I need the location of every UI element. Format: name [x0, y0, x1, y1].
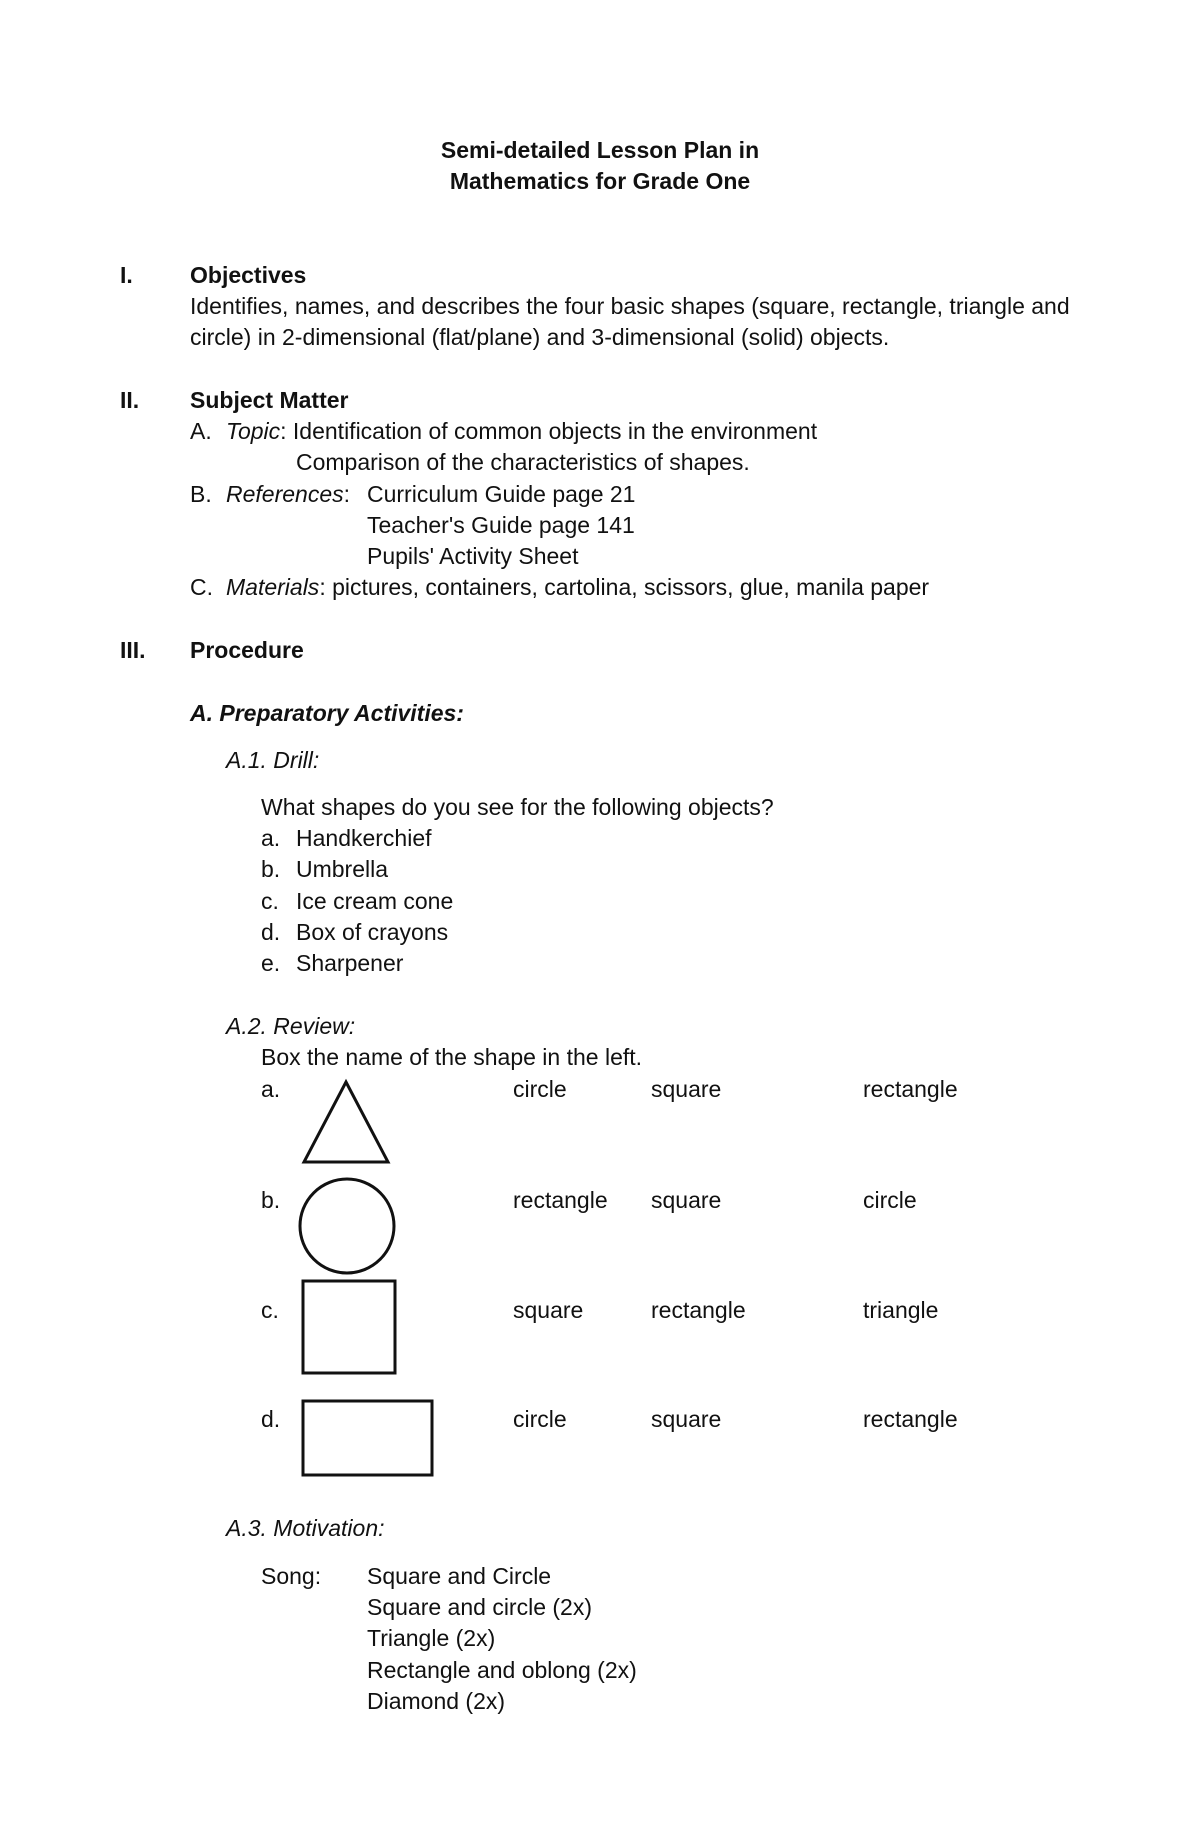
topic-line-2: Comparison of the characteristics of shapes.	[296, 449, 750, 475]
references-label: References	[226, 481, 344, 507]
review-choice: rectangle	[863, 1076, 958, 1102]
topic-label: Topic	[226, 418, 281, 444]
references-label-row	[226, 479, 350, 510]
song-line: Triangle (2x)	[367, 1625, 496, 1651]
reference-item: Teacher's Guide page 141	[367, 512, 635, 538]
review-heading: A.2. Review:	[226, 1013, 356, 1039]
song-line: Diamond (2x)	[367, 1688, 506, 1714]
references-colon: :	[343, 481, 351, 507]
topic-row	[226, 416, 817, 447]
subject-matter-numeral: II.	[120, 387, 140, 413]
review-item-letter: c.	[261, 1297, 279, 1323]
drill-item-letter: b.	[261, 856, 281, 882]
materials-letter: C.	[190, 574, 213, 600]
song-line: Square and Circle	[367, 1563, 552, 1589]
review-choice: rectangle	[651, 1297, 746, 1323]
materials-label: Materials	[226, 574, 320, 600]
title-line-1: Semi-detailed Lesson Plan in	[440, 137, 760, 163]
review-choice: square	[651, 1076, 722, 1102]
procedure-heading: Procedure	[190, 637, 304, 663]
rectangle-shape	[300, 1398, 436, 1478]
drill-item-letter: a.	[261, 825, 281, 851]
objectives-line-1: Identifies, names, and describes the four basic shapes (square, rectangle, triangle and	[190, 293, 1070, 319]
review-choice: square	[651, 1187, 722, 1213]
references-letter: B.	[190, 481, 212, 507]
drill-item-text: Sharpener	[296, 950, 404, 976]
drill-item-text: Handkerchief	[296, 825, 432, 851]
review-item-letter: d.	[261, 1406, 281, 1432]
reference-item: Pupils' Activity Sheet	[367, 543, 579, 569]
review-instruction: Box the name of the shape in the left.	[261, 1044, 643, 1070]
review-choice: rectangle	[513, 1187, 608, 1213]
topic-line-1: : Identification of common objects in the environment	[280, 418, 818, 444]
objectives-line-2: circle) in 2-dimensional (flat/plane) and 3-dimensional (solid) objects.	[190, 324, 890, 350]
song-line: Rectangle and oblong (2x)	[367, 1657, 637, 1683]
title-line-2: Mathematics for Grade One	[449, 168, 751, 194]
drill-item-letter: e.	[261, 950, 281, 976]
song-label: Song:	[261, 1563, 322, 1589]
review-choice: triangle	[863, 1297, 939, 1323]
review-choice: square	[513, 1297, 584, 1323]
procedure-numeral: III.	[120, 637, 146, 663]
review-choice: rectangle	[863, 1406, 958, 1432]
preparatory-activities-heading: A. Preparatory Activities:	[190, 700, 464, 726]
drill-heading: A.1. Drill:	[226, 747, 320, 773]
drill-item-text: Box of crayons	[296, 919, 449, 945]
materials-row	[226, 572, 929, 603]
circle-shape	[296, 1175, 398, 1277]
triangle-shape	[300, 1078, 392, 1166]
drill-question: What shapes do you see for the following objects?	[261, 794, 774, 820]
square-shape	[300, 1278, 399, 1376]
drill-item-text: Ice cream cone	[296, 888, 454, 914]
review-choice: square	[651, 1406, 722, 1432]
drill-item-text: Umbrella	[296, 856, 389, 882]
review-choice: circle	[863, 1187, 917, 1213]
topic-letter: A.	[190, 418, 212, 444]
objectives-numeral: I.	[120, 262, 133, 288]
materials-text: : pictures, containers, cartolina, scissors, glue, manila paper	[319, 574, 930, 600]
objectives-heading: Objectives	[190, 262, 307, 288]
motivation-heading: A.3. Motivation:	[226, 1515, 385, 1541]
review-choice: circle	[513, 1406, 567, 1432]
drill-item-letter: c.	[261, 888, 279, 914]
review-item-letter: b.	[261, 1187, 281, 1213]
review-item-letter: a.	[261, 1076, 281, 1102]
reference-item: Curriculum Guide page 21	[367, 481, 636, 507]
song-line: Square and circle (2x)	[367, 1594, 592, 1620]
drill-item-letter: d.	[261, 919, 281, 945]
subject-matter-heading: Subject Matter	[190, 387, 349, 413]
review-choice: circle	[513, 1076, 567, 1102]
